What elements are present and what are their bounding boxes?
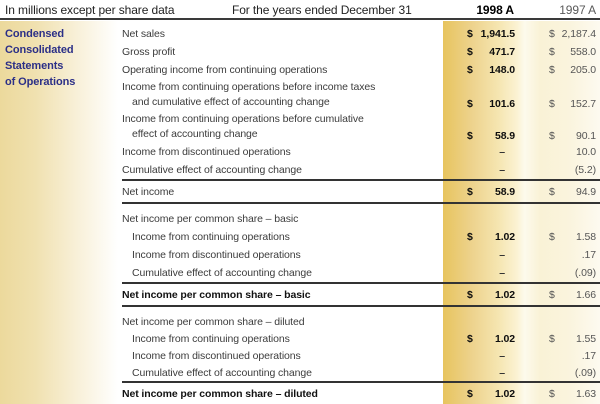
value-1998: –	[499, 249, 505, 261]
table-row	[122, 246, 600, 264]
row-label: Cumulative effect of accounting change	[122, 164, 302, 176]
row-label: Income from continuing operations before cumulative effect of accounting change	[122, 113, 364, 140]
section-header-basic	[122, 210, 600, 228]
row-label: Income from discontinued operations	[122, 146, 291, 158]
value-1998: $ 1.02	[467, 288, 515, 301]
value-1997: $ 1.55	[549, 332, 596, 345]
value-1998: $ 148.0	[467, 64, 515, 76]
table-row-net-income	[122, 181, 600, 202]
value-1998: $ 1.02	[467, 387, 515, 400]
table-row	[122, 228, 600, 246]
section-header-diluted	[122, 313, 600, 330]
page-title-line: Condensed	[5, 28, 64, 40]
value-1997: $ 94.9	[549, 185, 596, 198]
period-label: For the years ended December 31	[232, 3, 412, 17]
row-label: Income from continuing operations	[132, 231, 290, 243]
page-title-line: Statements	[5, 60, 64, 72]
table-row-basic-total	[122, 284, 600, 305]
page-title-line: Consolidated	[5, 44, 74, 56]
table-row	[122, 364, 600, 381]
value-1997: .17	[581, 249, 596, 261]
value-1997: $ 1.66	[549, 288, 596, 301]
table-row-diluted-total	[122, 383, 600, 404]
value-1997: (5.2)	[574, 164, 596, 176]
value-1998: $ 1,941.5	[467, 28, 515, 40]
value-1997: 10.0	[575, 146, 596, 158]
value-1997: $ 2,187.4	[549, 28, 596, 40]
row-label: Operating income from continuing operations	[122, 64, 328, 76]
row-label: Net income per common share – basic	[122, 213, 299, 225]
table-row	[122, 161, 600, 179]
value-1998: $ 1.02	[467, 332, 515, 345]
table-row	[122, 143, 600, 161]
row-label: Income from continuing operations	[132, 332, 290, 345]
row-label: Gross profit	[122, 46, 176, 58]
value-1997: $ 558.0	[549, 46, 596, 58]
units-note: In millions except per share data	[5, 3, 175, 17]
value-1997: .17	[581, 349, 596, 362]
row-label: Cumulative effect of accounting change	[132, 366, 312, 379]
table-row	[122, 25, 600, 43]
table-row	[122, 111, 600, 143]
value-1998: $ 58.9	[467, 130, 515, 142]
row-label: Cumulative effect of accounting change	[132, 267, 312, 279]
value-1998: –	[499, 146, 505, 158]
page-title	[5, 26, 75, 90]
value-1997: $ 205.0	[549, 64, 596, 76]
table-row	[122, 43, 600, 61]
table-row	[122, 79, 600, 111]
table-row	[122, 61, 600, 79]
table-row	[122, 330, 600, 347]
value-1997: (.09)	[574, 267, 596, 279]
table-row	[122, 347, 600, 364]
value-1998: –	[499, 349, 505, 362]
value-1998: –	[499, 366, 505, 379]
statements-table	[122, 21, 600, 404]
value-1997: $ 152.7	[549, 98, 596, 110]
column-header-1998: 1998 A	[476, 3, 514, 17]
value-1998: –	[499, 164, 505, 176]
row-label: Net income per common share – diluted	[122, 315, 305, 328]
table-row	[122, 264, 600, 282]
row-label: Net sales	[122, 28, 165, 40]
column-header-1997: 1997 A	[559, 3, 596, 17]
table-header	[0, 0, 600, 20]
value-1998: $ 58.9	[467, 185, 515, 198]
value-1998: $ 471.7	[467, 46, 515, 58]
value-1998: –	[499, 267, 505, 279]
row-label: Income from continuing operations before income taxes and cumulative effect of accounting change	[122, 81, 376, 108]
value-1998: $ 101.6	[467, 98, 515, 110]
value-1997: $ 1.63	[549, 387, 596, 400]
value-1997: $ 90.1	[549, 130, 596, 142]
value-1997: (.09)	[574, 366, 596, 379]
row-label: Net income per common share – basic	[122, 288, 311, 301]
row-label: Income from discontinued operations	[132, 349, 301, 362]
row-label: Net income per common share – diluted	[122, 387, 318, 400]
value-1998: $ 1.02	[467, 231, 515, 243]
row-label: Net income	[122, 185, 175, 198]
row-label: Income from discontinued operations	[132, 249, 301, 261]
page-title-line: of Operations	[5, 76, 76, 88]
value-1997: $ 1.58	[549, 231, 596, 243]
